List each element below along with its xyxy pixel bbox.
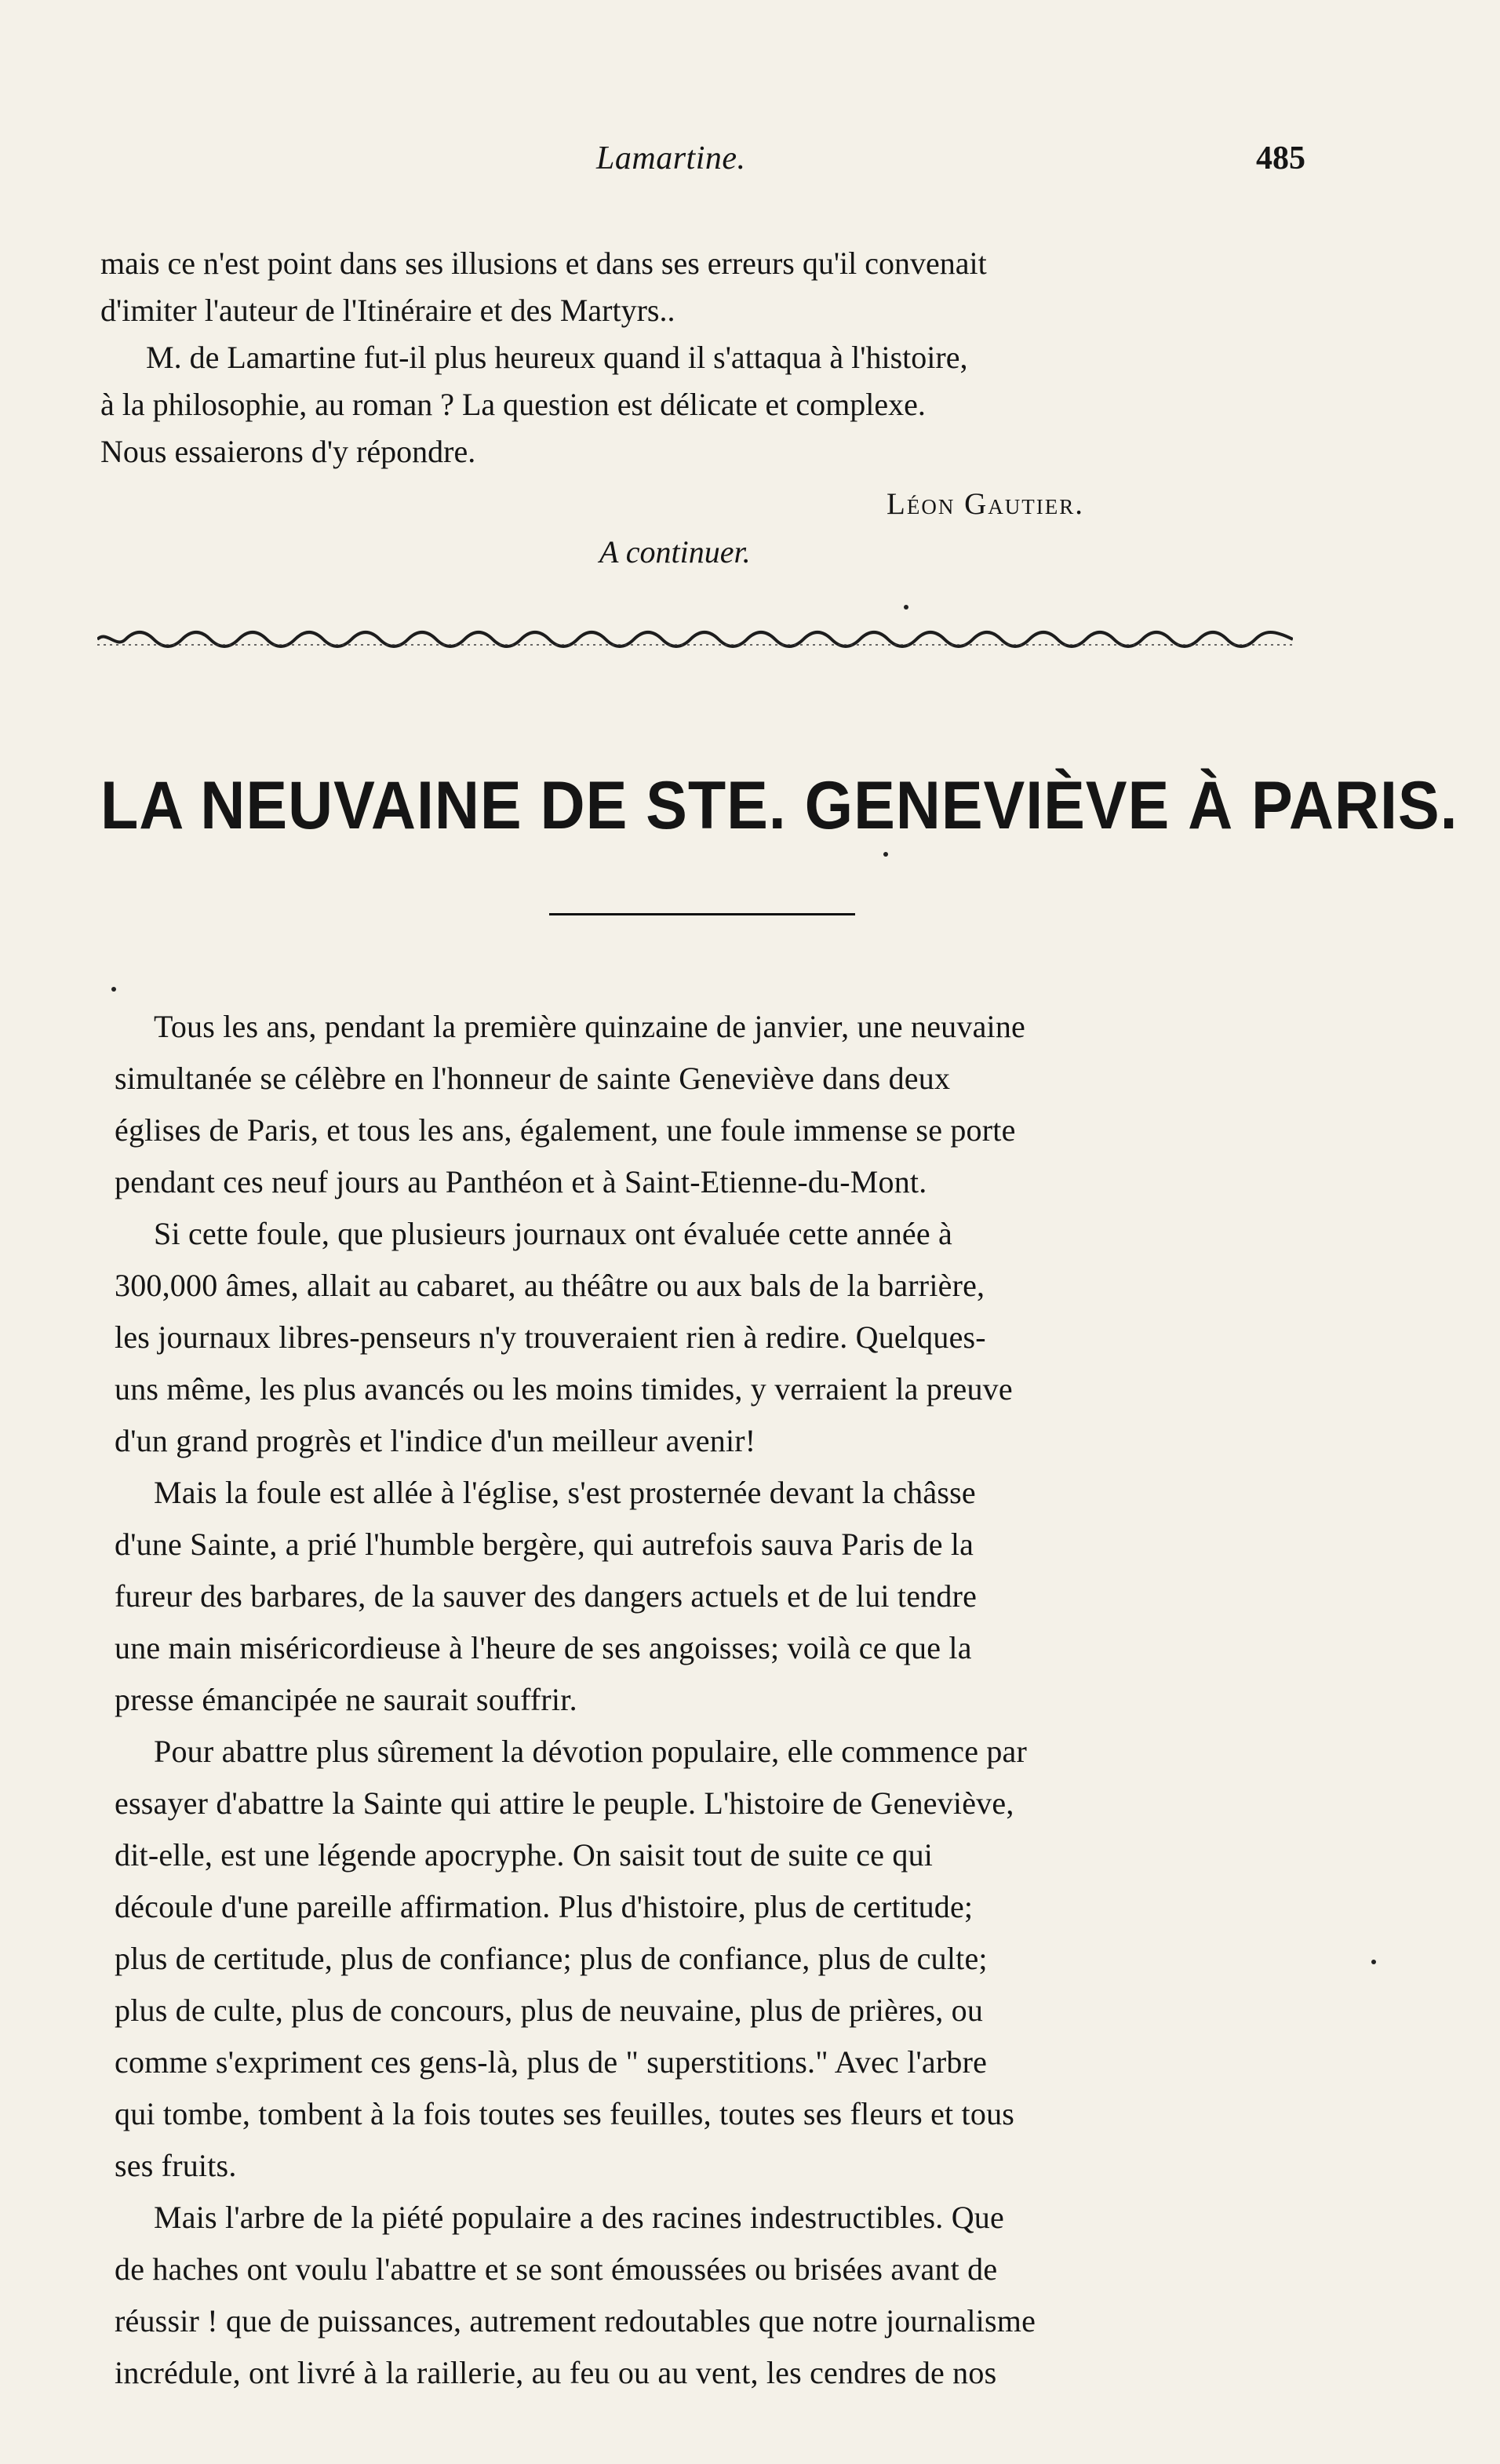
article-paragraph [115,1208,1315,1467]
article-paragraph [115,1467,1315,1726]
running-title: Lamartine. [596,140,746,177]
ink-speck [1371,1960,1376,1964]
article-paragraph [115,1726,1315,2192]
article-line: églises de Paris, et tous les ans, également, une foule immense se porte [115,1112,1016,1148]
article-line: 300,000 âmes, allait au cabaret, au théâtre ou aux bals de la barrière, [115,1268,985,1303]
article-line: les journaux libres-penseurs n'y trouveraient rien à redire. Quelques- [115,1319,986,1355]
article-line: Mais la foule est allée à l'église, s'est prosternée devant la châsse [154,1475,976,1510]
title-rule [549,913,855,915]
article-line: une main miséricordieuse à l'heure de ses angoisses; voilà ce que la [115,1630,972,1665]
article-line: presse émancipée ne saurait souffrir. [115,1682,577,1717]
article-line: dit-elle, est une légende apocryphe. On saisit tout de suite ce qui [115,1837,934,1873]
previous-article-line: M. de Lamartine fut-il plus heureux quand il s'attaqua à l'histoire, [146,340,968,375]
article-title: LA NEUVAINE DE STE. GENEVIÈVE À PARIS. [100,768,1458,843]
article-line: plus de culte, plus de concours, plus de neuvaine, plus de prières, ou [115,1993,984,2028]
previous-article-line: mais ce n'est point dans ses illusions et dans ses erreurs qu'il convenait [100,246,987,281]
article-line: d'une Sainte, a prié l'humble bergère, qui autrefois sauva Paris de la [115,1527,974,1562]
article-line: Si cette foule, que plusieurs journaux ont évaluée cette année à [154,1216,952,1251]
article-line: Tous les ans, pendant la première quinzaine de janvier, une neuvaine [154,1009,1026,1044]
previous-article-ending [100,240,1305,475]
article-line: simultanée se célèbre en l'honneur de sainte Geneviève dans deux [115,1061,951,1096]
article-line: de haches ont voulu l'abattre et se sont émoussées ou brisées avant de [115,2251,998,2287]
article-line: réussir ! que de puissances, autrement redoutables que notre journalisme [115,2303,1036,2338]
page-number: 485 [1256,140,1305,177]
previous-article-line: d'imiter l'auteur de l'Itinéraire et des Martyrs.. [100,293,675,328]
article-line: fureur des barbares, de la sauver des dangers actuels et de lui tendre [115,1578,978,1614]
previous-article-line: Nous essaierons d'y répondre. [100,434,476,469]
article-line: incrédule, ont livré à la raillerie, au feu ou au vent, les cendres de nos [115,2355,997,2390]
article-paragraph [115,1001,1315,1208]
article-line: comme s'expriment ces gens-là, plus de " superstitions." Avec l'arbre [115,2044,988,2080]
article-line: essayer d'abattre la Sainte qui attire le peuple. L'histoire de Geneviève, [115,1785,1014,1821]
ink-speck [111,987,116,992]
author-signature: Léon Gautier. [887,487,1084,521]
article-line: Mais l'arbre de la piété populaire a des racines indestructibles. Que [154,2200,1004,2235]
article-line: plus de certitude, plus de confiance; plus de confiance, plus de culte; [115,1941,988,1976]
article-body [115,1001,1315,2399]
article-line: pendant ces neuf jours au Panthéon et à Saint-Etienne-du-Mont. [115,1164,927,1199]
article-paragraph [115,2192,1315,2399]
decorative-divider [97,628,1293,650]
article-line: découle d'une pareille affirmation. Plus d'histoire, plus de certitude; [115,1889,974,1924]
ink-speck [904,605,908,610]
article-line: qui tombe, tombent à la fois toutes ses feuilles, toutes ses fleurs et tous [115,2096,1015,2131]
article-line: uns même, les plus avancés ou les moins timides, y verraient la preuve [115,1371,1013,1407]
article-line: Pour abattre plus sûrement la dévotion populaire, elle commence par [154,1734,1028,1769]
previous-article-line: à la philosophie, au roman ? La question est délicate et complexe. [100,387,926,422]
page-header [100,140,1305,195]
ink-speck [883,852,888,857]
article-line: d'un grand progrès et l'indice d'un meilleur avenir! [115,1423,756,1458]
article-line: ses fruits. [115,2148,237,2183]
continuation-note: A continuer. [599,534,751,570]
